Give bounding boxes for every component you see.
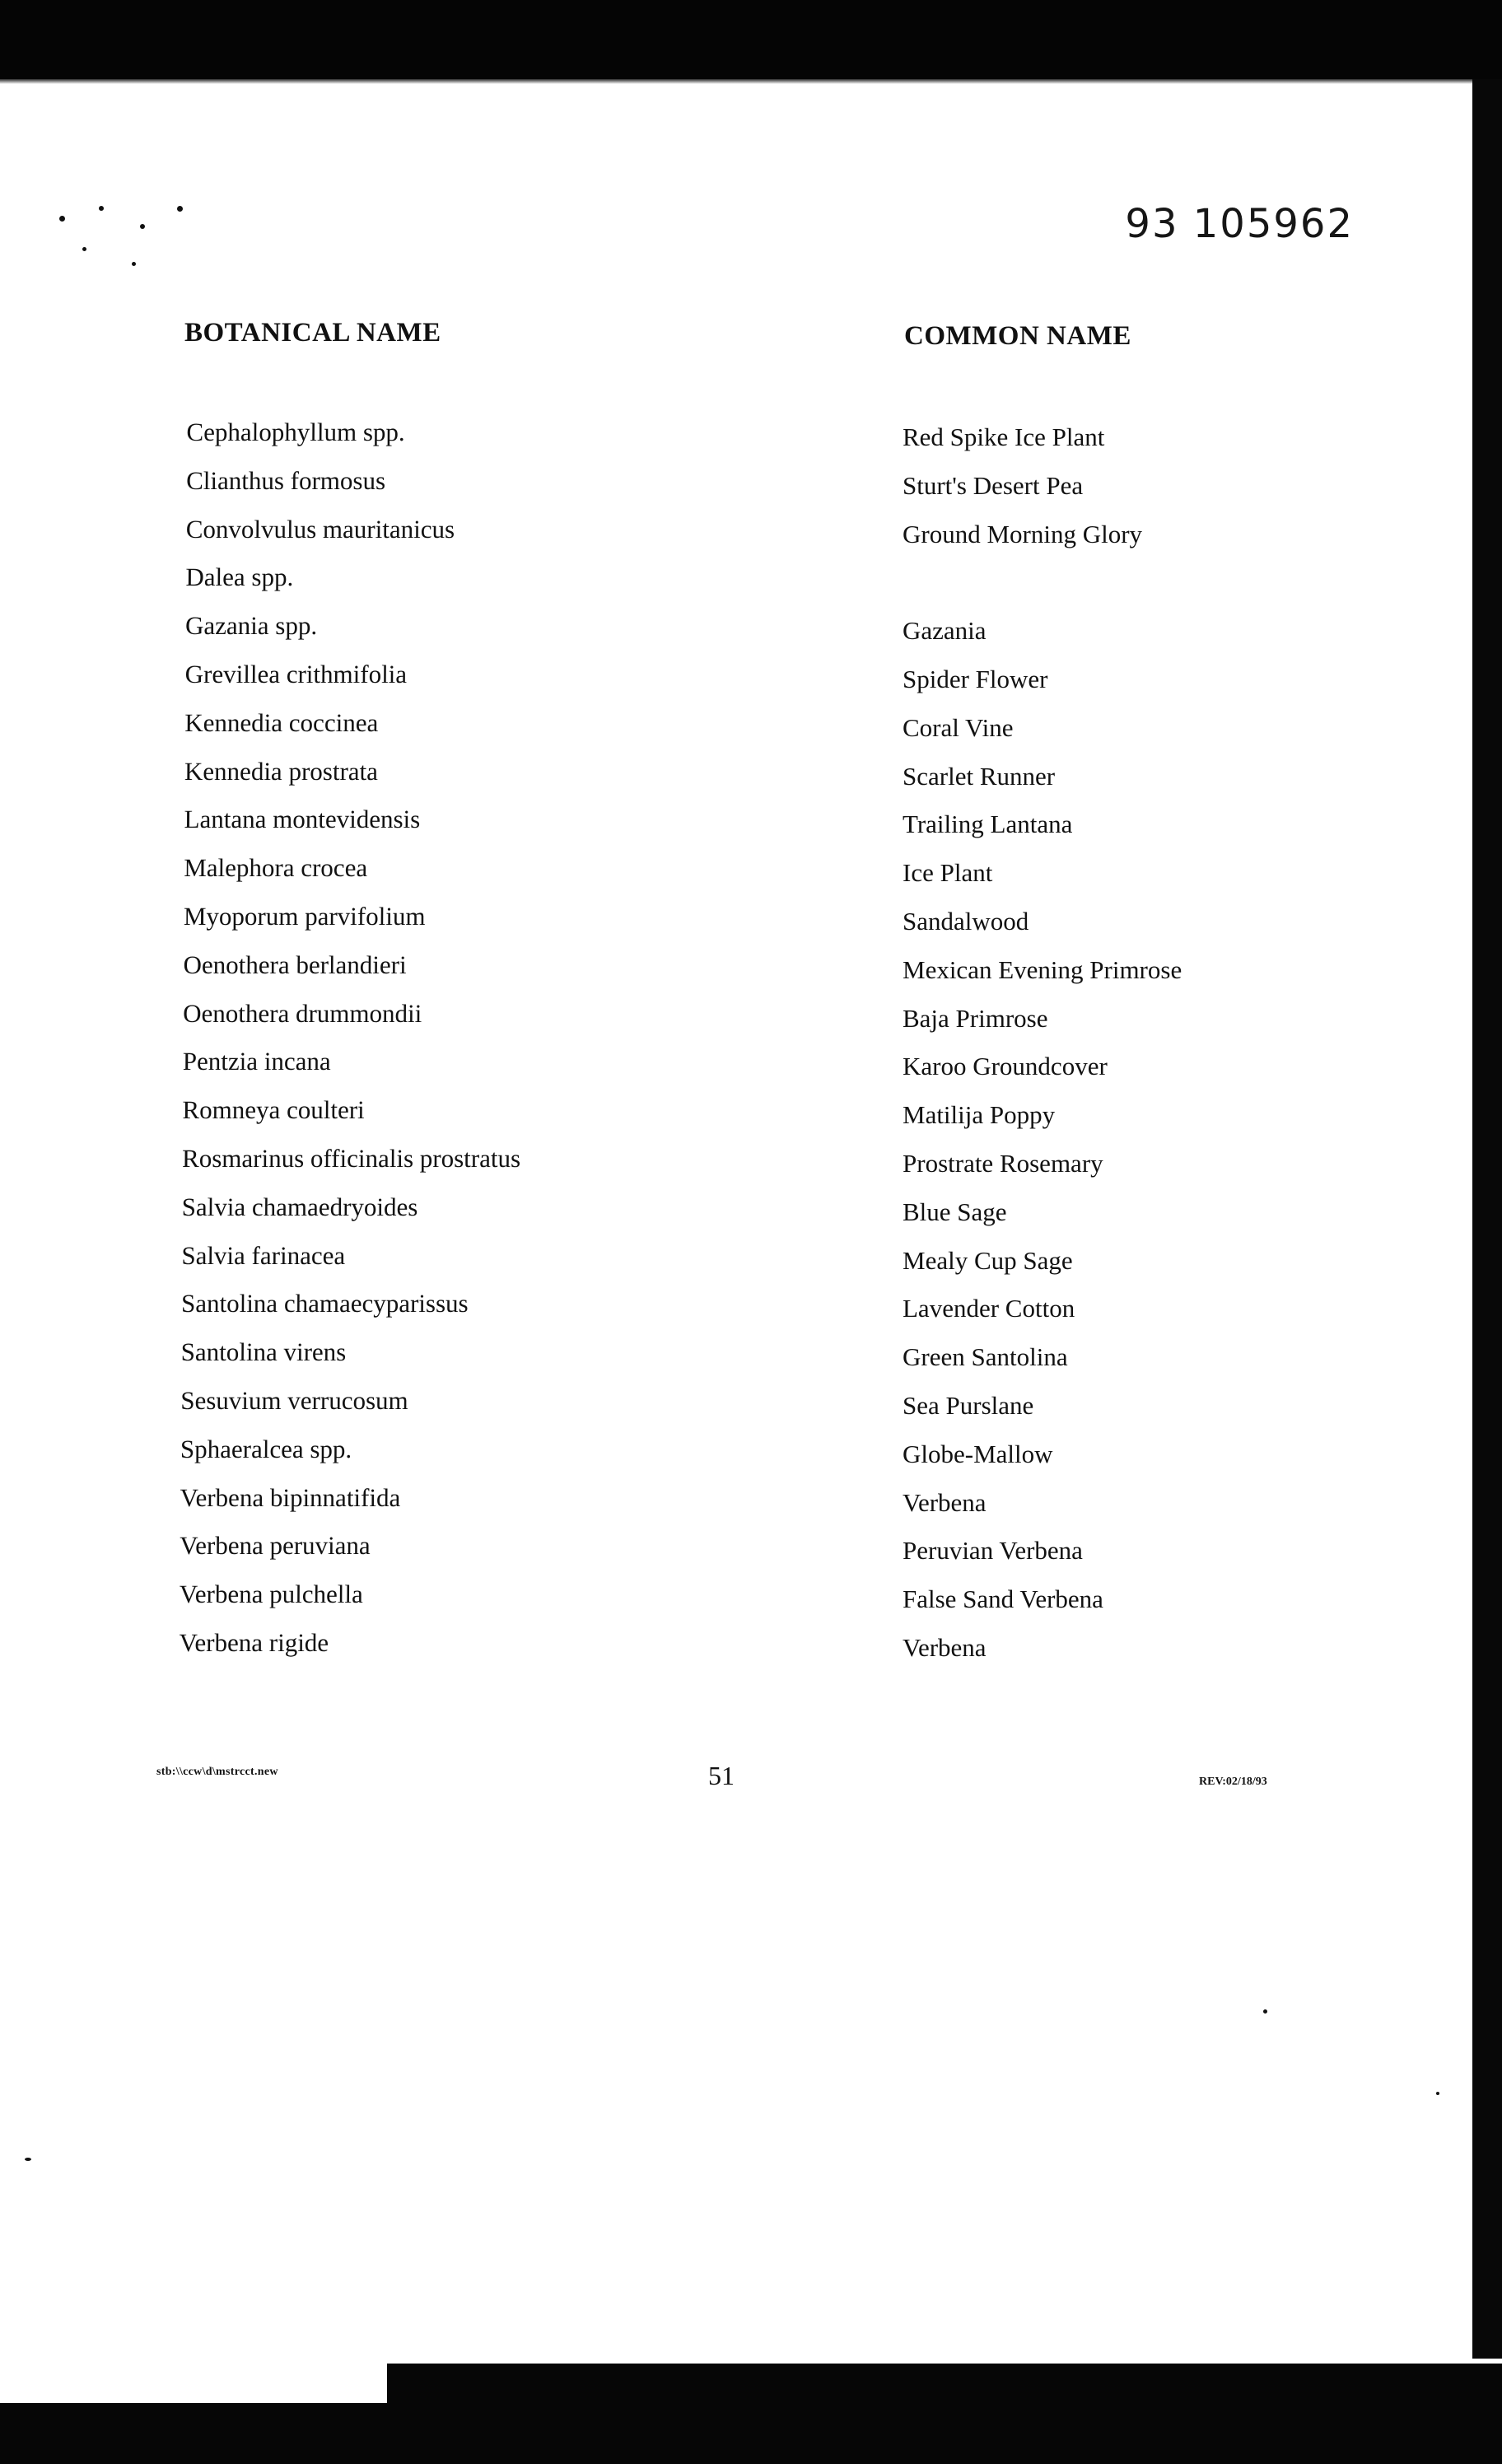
scan-border-bottom: [0, 2403, 1502, 2464]
common-name-item: Baja Primrose: [903, 1003, 1048, 1033]
common-name-item: Karoo Groundcover: [903, 1052, 1108, 1081]
botanical-name-item: Sphaeralcea spp.: [180, 1434, 352, 1463]
botanical-name-item: Verbena pulchella: [179, 1580, 363, 1609]
botanical-name-item: Salvia farinacea: [181, 1240, 346, 1270]
common-name-item: False Sand Verbena: [903, 1584, 1103, 1614]
scan-speck: [59, 216, 65, 222]
botanical-name-item: Kennedia prostrata: [184, 756, 379, 786]
common-name-item: Matilija Poppy: [903, 1100, 1056, 1130]
botanical-name-item: Verbena bipinnatifida: [180, 1482, 401, 1512]
scan-speck: [1263, 2009, 1267, 2014]
common-name-item: Trailing Lantana: [903, 810, 1073, 839]
botanical-name-item: Malephora crocea: [184, 853, 368, 883]
scan-speck: [177, 206, 183, 212]
botanical-name-item: Gazania spp.: [184, 611, 318, 641]
botanical-name-item: Clianthus formosus: [186, 465, 386, 495]
common-name-item: Red Spike Ice Plant: [903, 422, 1105, 451]
scan-border-top-edge: [0, 79, 1502, 84]
botanical-name-item: Oenothera drummondii: [183, 998, 422, 1028]
common-name-item: Sea Purslane: [903, 1390, 1034, 1420]
common-name-item: Sandalwood: [903, 906, 1029, 936]
common-name-item: Mealy Cup Sage: [903, 1245, 1073, 1275]
footer-revision: REV:02/18/93: [1199, 1776, 1267, 1788]
botanical-name-item: Romneya coulteri: [182, 1095, 365, 1125]
botanical-name-header: BOTANICAL NAME: [184, 318, 441, 348]
common-name-item: Prostrate Rosemary: [903, 1148, 1103, 1178]
common-name-item: Lavender Cotton: [903, 1294, 1075, 1323]
botanical-name-list: [179, 408, 525, 1668]
botanical-name-item: Salvia chamaedryoides: [181, 1192, 418, 1221]
botanical-name-item: Sesuvium verrucosum: [180, 1385, 408, 1415]
common-name-item: Sturt's Desert Pea: [903, 470, 1084, 500]
scan-speck: [82, 247, 86, 251]
botanical-name-item: Convolvulus mauritanicus: [185, 514, 455, 544]
common-name-item: Scarlet Runner: [903, 761, 1056, 791]
scan-speck: [25, 2158, 31, 2161]
scan-speck: [99, 206, 104, 211]
botanical-name-item: Santolina virens: [180, 1337, 347, 1367]
scan-border-right: [1472, 79, 1502, 2359]
common-name-item: Ground Morning Glory: [903, 519, 1143, 548]
common-name-item: Mexican Evening Primrose: [903, 954, 1182, 984]
footer-page-number: 51: [708, 1761, 735, 1790]
common-name-item: Verbena: [903, 1487, 987, 1517]
botanical-name-item: Dalea spp.: [185, 562, 294, 592]
botanical-name-item: Cephalophyllum spp.: [186, 418, 405, 446]
botanical-name-item: Myoporum parvifolium: [183, 901, 426, 931]
botanical-name-item: Pentzia incana: [182, 1047, 331, 1076]
botanical-name-item: Verbena rigide: [179, 1627, 329, 1657]
common-name-item: Blue Sage: [903, 1197, 1007, 1226]
scan-border-top: [0, 0, 1502, 79]
common-name-item: Coral Vine: [903, 712, 1014, 742]
botanical-name-item: Lantana montevidensis: [184, 805, 421, 834]
common-name-item: Ice Plant: [903, 858, 993, 888]
footer-file-path: stb:\\ccw\d\mstrcct.new: [156, 1766, 278, 1778]
common-name-item: Globe-Mallow: [903, 1439, 1053, 1468]
botanical-name-item: Kennedia coccinea: [184, 707, 379, 737]
common-name-header: COMMON NAME: [904, 321, 1131, 351]
common-name-list: [903, 413, 1182, 1673]
common-name-item: Spider Flower: [903, 664, 1048, 693]
common-name-item: Peruvian Verbena: [903, 1536, 1083, 1566]
botanical-name-item: Oenothera berlandieri: [183, 950, 407, 979]
common-name-item: Gazania: [903, 616, 987, 646]
botanical-name-item: Verbena peruviana: [180, 1531, 371, 1561]
botanical-name-item: Rosmarinus officinalis prostratus: [182, 1143, 521, 1173]
scan-speck: [1436, 2092, 1439, 2095]
common-name-item: [903, 558, 1182, 607]
document-number: 93 105962: [1125, 201, 1354, 247]
botanical-name-item: Santolina chamaecyparissus: [180, 1289, 469, 1318]
common-name-item: Verbena: [903, 1632, 987, 1662]
botanical-name-item: Grevillea crithmifolia: [184, 659, 408, 688]
scan-speck: [132, 262, 136, 266]
scan-speck: [140, 224, 145, 229]
common-name-item: Green Santolina: [903, 1342, 1068, 1372]
